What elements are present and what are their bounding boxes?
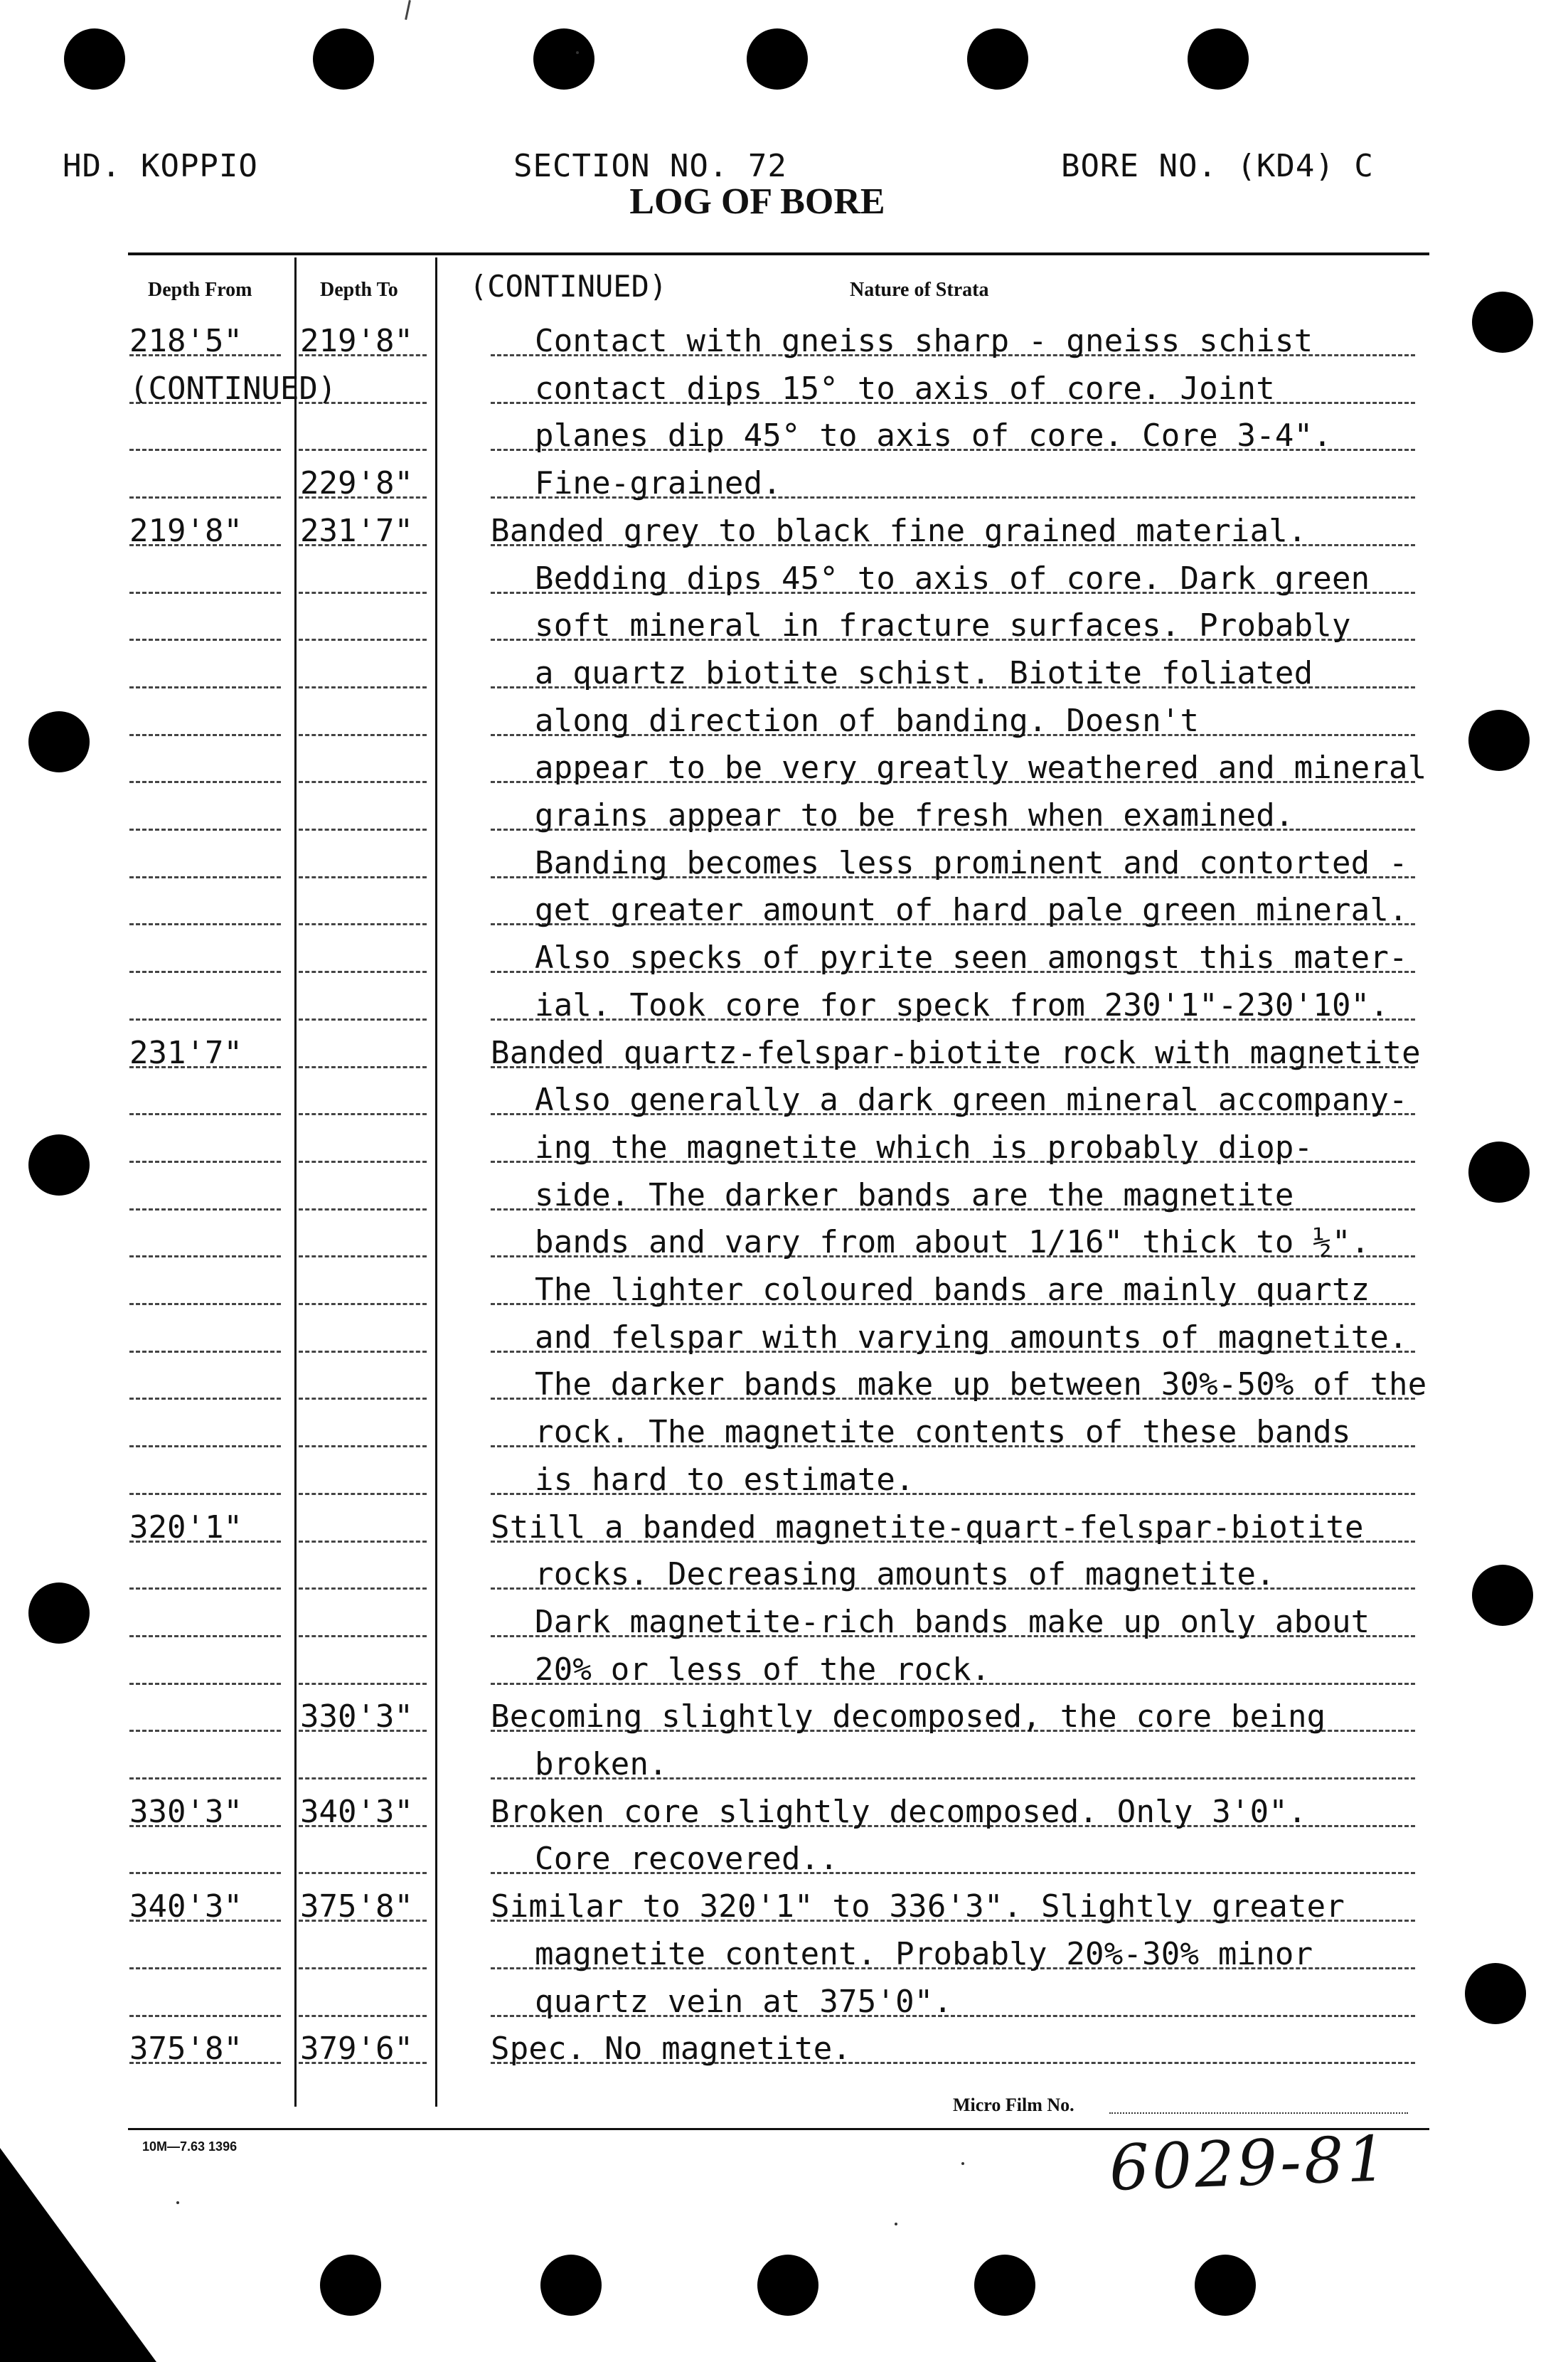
dotted-rule [299, 1113, 427, 1115]
dotted-rule [299, 734, 427, 736]
dotted-rule [299, 829, 427, 831]
dotted-rule [129, 1398, 281, 1400]
table-row [0, 1979, 1568, 2026]
table-row [0, 841, 1568, 888]
punch-hole-icon [533, 28, 594, 90]
table-top-rule [128, 252, 1429, 255]
depth-to-cell: 379'6" [300, 2031, 413, 2067]
depth-from-cell: 231'7" [129, 1035, 242, 1071]
table-row [0, 1505, 1568, 1552]
microfilm-label: Micro Film No. [953, 2095, 1074, 2115]
column-header-depth-to: Depth To [320, 279, 398, 301]
dotted-rule [299, 1208, 427, 1211]
dotted-rule [299, 592, 427, 594]
strata-description: along direction of banding. Doesn't [535, 703, 1200, 739]
dotted-rule [129, 1445, 281, 1447]
scan-speck [576, 51, 579, 54]
strata-description: soft mineral in fracture surfaces. Probably [535, 607, 1351, 644]
strata-description: Fine-grained. [535, 465, 782, 501]
strata-description: Bedding dips 45° to axis of core. Dark green [535, 560, 1370, 597]
strata-description: quartz vein at 375'0". [535, 1984, 953, 2020]
scan-speck [895, 2223, 897, 2225]
table-row [0, 1031, 1568, 1078]
dotted-rule [299, 1161, 427, 1163]
table-row [0, 983, 1568, 1030]
strata-description: rock. The magnetite contents of these bands [535, 1414, 1351, 1450]
dotted-rule [129, 1967, 281, 1969]
table-row [0, 1932, 1568, 1979]
strata-description: Banded quartz-felspar-biotite rock with magnetite [491, 1035, 1421, 1071]
table-row [0, 1410, 1568, 1457]
punch-hole-icon [747, 28, 808, 90]
table-row [0, 935, 1568, 982]
strata-description: magnetite content. Probably 20%-30% minor [535, 1936, 1313, 1972]
dotted-rule [129, 1208, 281, 1211]
table-row [0, 1884, 1568, 1931]
scan-corner-shadow [0, 2148, 156, 2362]
depth-to-cell: 340'3" [300, 1794, 413, 1830]
strata-description: Spec. No magnetite. [491, 2031, 852, 2067]
strata-description: Core recovered.. [535, 1841, 839, 1877]
dotted-rule [129, 1730, 281, 1732]
table-row [0, 1647, 1568, 1694]
depth-from-cell: 219'8" [129, 513, 242, 549]
strata-description: broken. [535, 1746, 668, 1782]
microfilm-number-line [1109, 2112, 1408, 2114]
punch-hole-icon [64, 28, 125, 90]
strata-description: planes dip 45° to axis of core. Core 3-4". [535, 417, 1332, 454]
strata-description: 20% or less of the rock. [535, 1651, 991, 1688]
column-header-depth-from: Depth From [148, 279, 252, 301]
dotted-rule [299, 1398, 427, 1400]
dotted-rule [299, 1541, 427, 1543]
dotted-rule [129, 1303, 281, 1305]
dotted-rule [299, 1493, 427, 1495]
bore-number: BORE NO. (KD4) C [1061, 148, 1374, 184]
table-row [0, 603, 1568, 650]
strata-description: The darker bands make up between 30%-50% of the [535, 1366, 1427, 1403]
dotted-rule [299, 686, 427, 688]
dotted-rule [129, 876, 281, 878]
table-row [0, 1315, 1568, 1362]
dotted-rule [129, 686, 281, 688]
strata-description: grains appear to be fresh when examined. [535, 797, 1294, 834]
strata-description: contact dips 15° to axis of core. Joint [535, 371, 1275, 407]
table-row [0, 319, 1568, 366]
strata-description: get greater amount of hard pale green mineral. [535, 892, 1408, 928]
dotted-rule [129, 2015, 281, 2017]
dotted-rule [299, 1351, 427, 1353]
table-row [0, 1600, 1568, 1647]
dotted-rule [129, 1161, 281, 1163]
dotted-rule [299, 781, 427, 783]
hundred-name: HD. KOPPIO [63, 148, 258, 184]
dotted-rule [129, 592, 281, 594]
table-row [0, 1457, 1568, 1504]
dotted-rule [129, 1872, 281, 1874]
form-code: 10M—7.63 1396 [142, 2139, 238, 2154]
punch-hole-icon [1188, 28, 1249, 90]
depth-to-cell: 330'3" [300, 1698, 413, 1735]
dotted-rule [299, 2015, 427, 2017]
dotted-rule [129, 734, 281, 736]
pen-mark [405, 0, 411, 20]
table-row [0, 1220, 1568, 1267]
table-row [0, 651, 1568, 698]
dotted-rule [299, 1445, 427, 1447]
strata-description: ing the magnetite which is probably diop- [535, 1129, 1313, 1166]
table-row [0, 1125, 1568, 1172]
depth-to-cell: 219'8" [300, 323, 413, 359]
section-number: SECTION NO. 72 [513, 148, 787, 184]
scan-speck [961, 2162, 964, 2165]
dotted-rule [129, 1018, 281, 1021]
strata-description: Similar to 320'1" to 336'3". Slightly greater [491, 1888, 1345, 1925]
dotted-rule [299, 449, 427, 451]
table-row [0, 1078, 1568, 1124]
strata-description: Contact with gneiss sharp - gneiss schist [535, 323, 1313, 359]
table-row [0, 793, 1568, 840]
page-title: LOG OF BORE [629, 181, 885, 222]
dotted-rule [299, 1066, 427, 1068]
dotted-rule [129, 639, 281, 641]
strata-description: Banding becomes less prominent and contorted - [535, 845, 1408, 881]
strata-description: The lighter coloured bands are mainly quartz [535, 1272, 1370, 1308]
table-row [0, 366, 1568, 413]
table-row [0, 1552, 1568, 1599]
table-row [0, 1694, 1568, 1741]
dotted-rule [129, 923, 281, 925]
scan-speck [176, 2201, 179, 2204]
depth-from-cell: (CONTINUED) [129, 371, 337, 407]
table-row [0, 1267, 1568, 1314]
table-row [0, 1742, 1568, 1789]
depth-from-cell: 218'5" [129, 323, 242, 359]
table-row [0, 1789, 1568, 1836]
dotted-rule [129, 1113, 281, 1115]
table-row [0, 2026, 1568, 2073]
table-row [0, 1836, 1568, 1883]
dotted-rule [129, 829, 281, 831]
dotted-rule [299, 923, 427, 925]
depth-from-cell: 375'8" [129, 2031, 242, 2067]
strata-description: Broken core slightly decomposed. Only 3'0". [491, 1794, 1307, 1830]
table-row [0, 745, 1568, 792]
table-row [0, 888, 1568, 935]
dotted-rule [299, 1303, 427, 1305]
dotted-rule [299, 1587, 427, 1590]
strata-description: Also specks of pyrite seen amongst this mater- [535, 940, 1408, 976]
dotted-rule [129, 1683, 281, 1685]
dotted-rule [129, 971, 281, 973]
strata-description: Still a banded magnetite-quart-felspar-biotite [491, 1509, 1364, 1546]
punch-hole-icon [757, 2255, 818, 2316]
table-row [0, 1173, 1568, 1220]
strata-description: rocks. Decreasing amounts of magnetite. [535, 1556, 1275, 1592]
dotted-rule [299, 1255, 427, 1257]
punch-hole-icon [974, 2255, 1035, 2316]
dotted-rule [129, 781, 281, 783]
dotted-rule [129, 1635, 281, 1637]
depth-from-cell: 320'1" [129, 1509, 242, 1546]
table-row [0, 698, 1568, 745]
dotted-rule [129, 449, 281, 451]
dotted-rule [129, 496, 281, 499]
punch-hole-icon [967, 28, 1028, 90]
handwritten-reference-number: 6029-81 [1108, 2122, 1391, 2205]
strata-description: ial. Took core for speck from 230'1"-230'10". [535, 987, 1390, 1023]
dotted-rule [299, 639, 427, 641]
strata-description: is hard to estimate. [535, 1462, 914, 1498]
strata-description: bands and vary from about 1/16" thick to ½". [535, 1224, 1370, 1260]
dotted-rule [299, 1967, 427, 1969]
continued-label: (CONTINUED) [469, 269, 668, 304]
strata-description: Banded grey to black fine grained material. [491, 513, 1307, 549]
dotted-rule [299, 1777, 427, 1780]
strata-description: appear to be very greatly weathered and mineral [535, 750, 1427, 786]
strata-description: Becoming slightly decomposed, the core being [491, 1698, 1326, 1735]
dotted-rule [129, 1255, 281, 1257]
dotted-rule [129, 1777, 281, 1780]
table-row [0, 1362, 1568, 1409]
table-row [0, 556, 1568, 603]
dotted-rule [299, 1683, 427, 1685]
depth-to-cell: 375'8" [300, 1888, 413, 1925]
strata-description: side. The darker bands are the magnetite [535, 1177, 1294, 1213]
strata-description: Also generally a dark green mineral accompany- [535, 1082, 1408, 1118]
depth-from-cell: 340'3" [129, 1888, 242, 1925]
dotted-rule [129, 1493, 281, 1495]
dotted-rule [299, 876, 427, 878]
dotted-rule [299, 1872, 427, 1874]
dotted-rule [129, 1587, 281, 1590]
depth-to-cell: 229'8" [300, 465, 413, 501]
strata-description: Dark magnetite-rich bands make up only about [535, 1604, 1370, 1640]
table-row [0, 413, 1568, 460]
dotted-rule [129, 1351, 281, 1353]
punch-hole-icon [540, 2255, 602, 2316]
column-header-nature: Nature of Strata [850, 279, 989, 301]
punch-hole-icon [320, 2255, 381, 2316]
dotted-rule [299, 1635, 427, 1637]
punch-hole-icon [313, 28, 374, 90]
dotted-rule [299, 1018, 427, 1021]
punch-hole-icon [1195, 2255, 1256, 2316]
depth-from-cell: 330'3" [129, 1794, 242, 1830]
table-row [0, 509, 1568, 555]
strata-description: and felspar with varying amounts of magnetite. [535, 1319, 1408, 1356]
depth-to-cell: 231'7" [300, 513, 413, 549]
strata-description: a quartz biotite schist. Biotite foliated [535, 655, 1313, 691]
table-row [0, 461, 1568, 508]
dotted-rule [299, 971, 427, 973]
